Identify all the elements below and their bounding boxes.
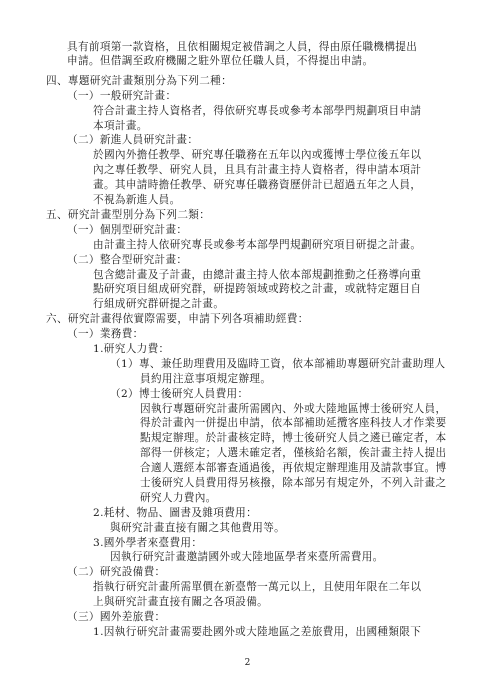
text-line: 研究人力費內。: [140, 492, 217, 504]
text-line: 員約用注意事項規定辦理。: [140, 373, 272, 385]
text-line: 合適人選經本部審查通過後，再依規定辦理進用及請款事宜。博: [140, 462, 447, 474]
text-line: 內之專任教學、研究人員，且具有計畫主持人資格者，得申請本項計: [93, 164, 422, 176]
text-line: 2.耗材、物品、圖書及雜項費用：: [93, 507, 258, 519]
text-line: 點規定辦理。於計畫核定時，博士後研究人員之遴已確定者，本: [140, 432, 447, 444]
text-line: 1.因執行研究計畫需要赴國外或大陸地區之差旅費用，出國種類限下: [93, 626, 422, 638]
text-line: 由計畫主持人依研究專長或參考本部學門規劃研究項目研提之計畫。: [93, 239, 422, 251]
text-line: 1.研究人力費：: [93, 343, 170, 355]
text-line: 四、專題研究計畫類別分為下列二種：: [46, 75, 233, 87]
text-line: 行組成研究群研提之計畫。: [93, 298, 225, 310]
text-line: （1）專、兼任助理費用及臨時工資，依本部補助專題研究計畫助理人: [110, 358, 446, 370]
text-line: 不視為新進人員。: [93, 194, 181, 206]
text-line: （一）業務費：: [67, 328, 144, 340]
text-line: （二）整合型研究計畫：: [67, 254, 188, 266]
text-line: （二）研究設備費：: [67, 566, 166, 578]
text-line: 申請。但借調至政府機關之駐外單位任職人員，不得提出申請。: [67, 55, 374, 67]
text-line: 因執行專題研究計畫所需國內、外或大陸地區博士後研究人員，: [140, 403, 447, 415]
text-line: 畫。其申請時擔任教學、研究專任職務資歷併計已超過五年之人員，: [93, 179, 422, 191]
text-line: 部得一併核定；人選未確定者，僅核給名額，俟計畫主持人提出: [140, 447, 447, 459]
text-line: 得於計畫內一併提出申請，依本部補助延攬客座科技人才作業要: [140, 417, 447, 429]
text-line: 士後研究人員費用得另核撥，除本部另有規定外，不列入計畫之: [140, 477, 447, 489]
text-line: 上與研究計畫直接有關之各項設備。: [93, 596, 269, 608]
text-line: 五、研究計畫型別分為下列二類：: [46, 209, 211, 221]
text-line: 指執行研究計畫所需單價在新臺幣一萬元以上，且使用年限在二年以: [93, 581, 422, 593]
text-line: （二）新進人員研究計畫：: [67, 134, 199, 146]
text-line: 包含總計畫及子計畫，由總計畫主持人依本部規劃推動之任務導向重: [93, 269, 422, 281]
text-line: 具有前項第一款資格，且依相關規定被借調之人員，得由原任職機構提出: [67, 41, 418, 53]
text-line: 與研究計畫直接有關之其他費用等。: [110, 522, 286, 534]
page-number: 2: [244, 658, 251, 668]
text-line: 點研究項目組成研究群，研提跨領域或跨校之計畫，或就特定題目自: [93, 283, 422, 295]
text-line: （一）個別型研究計畫：: [67, 224, 188, 236]
text-line: 六、研究計畫得依實際需要，申請下列各項補助經費：: [46, 313, 309, 325]
text-line: 3.國外學者來臺費用：: [93, 537, 203, 549]
text-line: 因執行研究計畫邀請國外或大陸地區學者來臺所需費用。: [110, 551, 384, 563]
text-line: 於國內外擔任教學、研究專任職務在五年以內或獲博士學位後五年以: [93, 149, 422, 161]
text-line: 本項計畫。: [93, 120, 148, 132]
text-line: 符合計畫主持人資格者，得依研究專長或參考本部學門規劃項目申請: [93, 105, 422, 117]
text-line: （一）一般研究計畫：: [67, 90, 177, 102]
text-line: （三）國外差旅費：: [67, 611, 166, 623]
text-line: （2）博士後研究人員費用：: [110, 388, 249, 400]
